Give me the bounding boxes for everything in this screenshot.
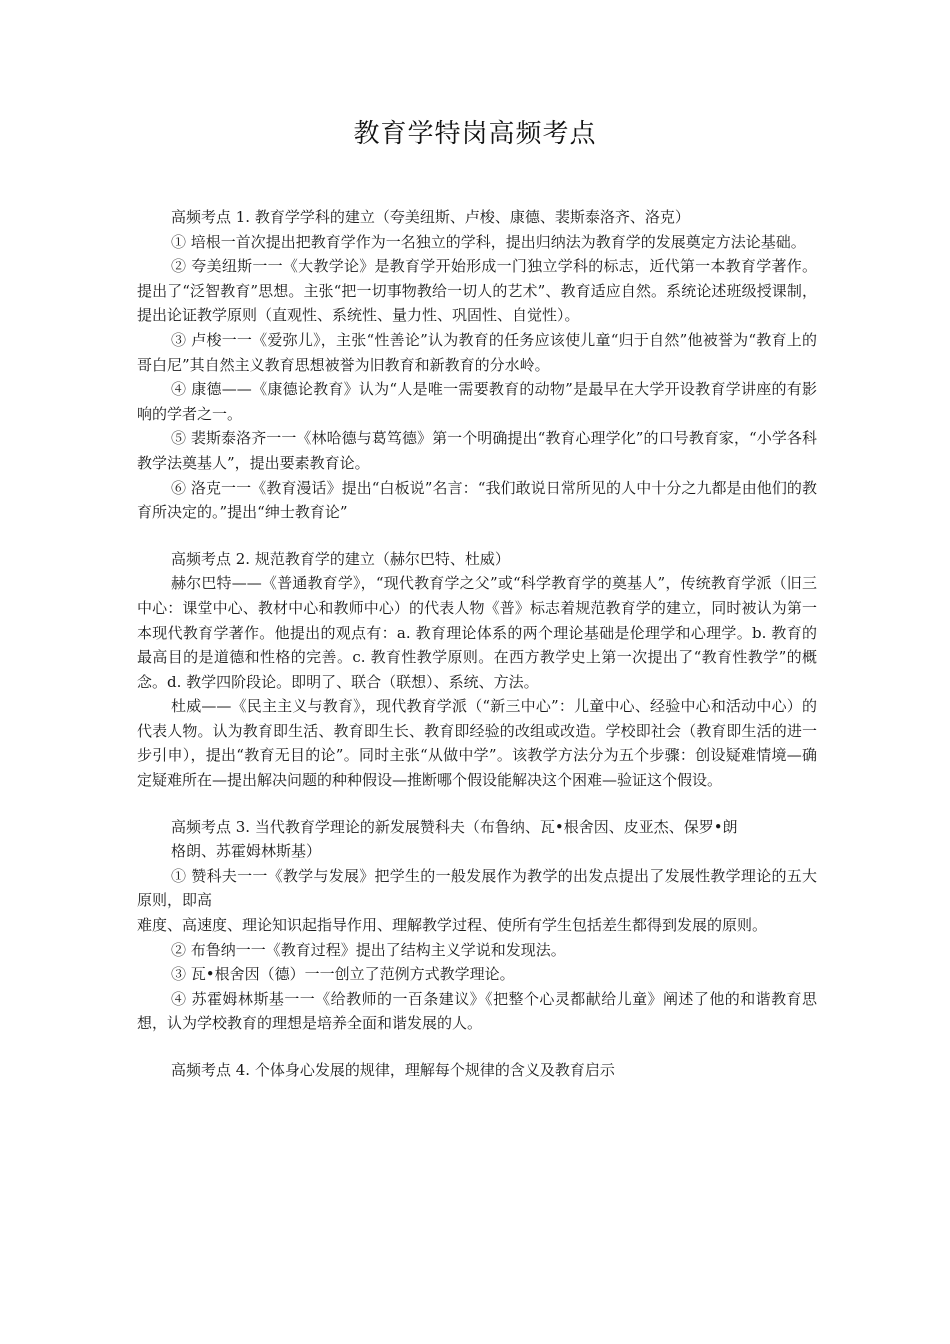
page-title: 教育学特岗高频考点 [353,119,597,149]
paragraph: 杜威——《民主主义与教育》，现代教育学派（“新三中心”：儿童中心、经验中心和活动中心）的代表人物。认为教育即生活、教育即生长、教育即经验的改组或改造。学校即社会（教育即生活的进一步引申），提出“教育无目的论”。同时主张“从做中学”。该教学方法分为五个步骤：创设疑难情境—确定疑难所在—提出解决问题的种种假设—推断哪个假设能解决这个困难—验证这个假设。 [137,697,817,790]
paragraph: ③ 卢梭一一《爱弥儿》，主张“性善论”认为教育的任务应该使儿童“归于自然”他被誉为“教育上的哥白尼”其自然主义教育思想被誉为旧教育和新教育的分水岭。 [137,330,817,374]
section-2 [137,547,817,793]
paragraph-continuation: 难度、高速度、理论知识起指导作用、理解教学过程、使所有学生包括差生都得到发展的原则。 [137,916,768,935]
paragraph: ② 布鲁纳一一《教育过程》提出了结构主义学说和发现法。 [171,940,566,959]
section-heading-line-1: 高频考点 3. 当代教育学理论的新发展赞科夫（布鲁纳、瓦•根舍因、皮亚杰、保罗•朗 [171,817,738,836]
paragraph: ① 培根一首次提出把教育学作为一名独立的学科，提出归纳法为教育学的发展奠定方法论基础。 [171,232,806,251]
paragraph: ⑤ 裴斯泰洛齐一一《林哈德与葛笃德》第一个明确提出“教育心理学化”的口号教育家，“小学各科教学法奠基人”，提出要素教育论。 [137,429,817,472]
section-heading: 高频考点 1. 教育学学科的建立（夸美纽斯、卢梭、康德、裴斯泰洛齐、洛克） [171,208,690,226]
section-heading: 高频考点 2. 规范教育学的建立（赫尔巴特、杜威） [171,549,510,568]
paragraph: ③ 瓦•根舍因（德）一一创立了范例方式教学理论。 [171,965,515,984]
section-3 [137,815,817,1036]
section-1 [137,205,817,525]
paragraph: ④ 康德——《康德论教育》认为“人是唯一需要教育的动物”是最早在大学开设教育学讲座的有影响的学者之一。 [137,380,817,423]
section-heading: 高频考点 4. 个体身心发展的规律，理解每个规律的含义及教育启示 [171,1061,615,1079]
paragraph: ① 赞科夫一一《教学与发展》把学生的一般发展作为教学的出发点提出了发展性教学理论的五大原则，即高 [137,866,817,910]
document-body [137,205,817,1105]
section-4 [137,1058,817,1083]
paragraph: ② 夸美纽斯一一《大教学论》是教育学开始形成一门独立学科的标志，近代第一本教育学著作。提出了“泛智教育”思想。主张“把一切事物教给一切人的艺术”、教育适应自然。系统论述班级授课制，提出论证教学原则（直观性、系统性、量力性、巩固性、自觉性）。 [137,257,817,325]
paragraph: ⑥ 洛克一一《教育漫话》提出“白板说”名言：“我们敢说日常所见的人中十分之九都是由他们的教育所决定的。”提出“绅士教育论” [137,478,817,522]
paragraph: ④ 苏霍姆林斯基一一《给教师的一百条建议》《把整个心灵都献给儿童》阐述了他的和谐教育思想，认为学校教育的理想是培养全面和谐发展的人。 [137,989,817,1033]
section-heading-line-2: 格朗、苏霍姆林斯基） [171,842,322,861]
section-heading [137,815,817,864]
paragraph: 赫尔巴特——《普通教育学》，“现代教育学之父”或“科学教育学的奠基人”，传统教育学派（旧三中心：课堂中心、教材中心和教师中心）的代表人物《普》标志着规范教育学的建立，同时被认为第一本现代教育学著作。他提出的观点有：a. 教育理论体系的两个理论基础是伦理学和心理学。b. 教育的最高目的是道德和性格的完善。c. 教育性教学原则。在西方教学史上第一次提出了“教育性教学”的概念。d. 教学四阶段论。即明了、联合（联想）、系统、方法。 [137,574,817,691]
